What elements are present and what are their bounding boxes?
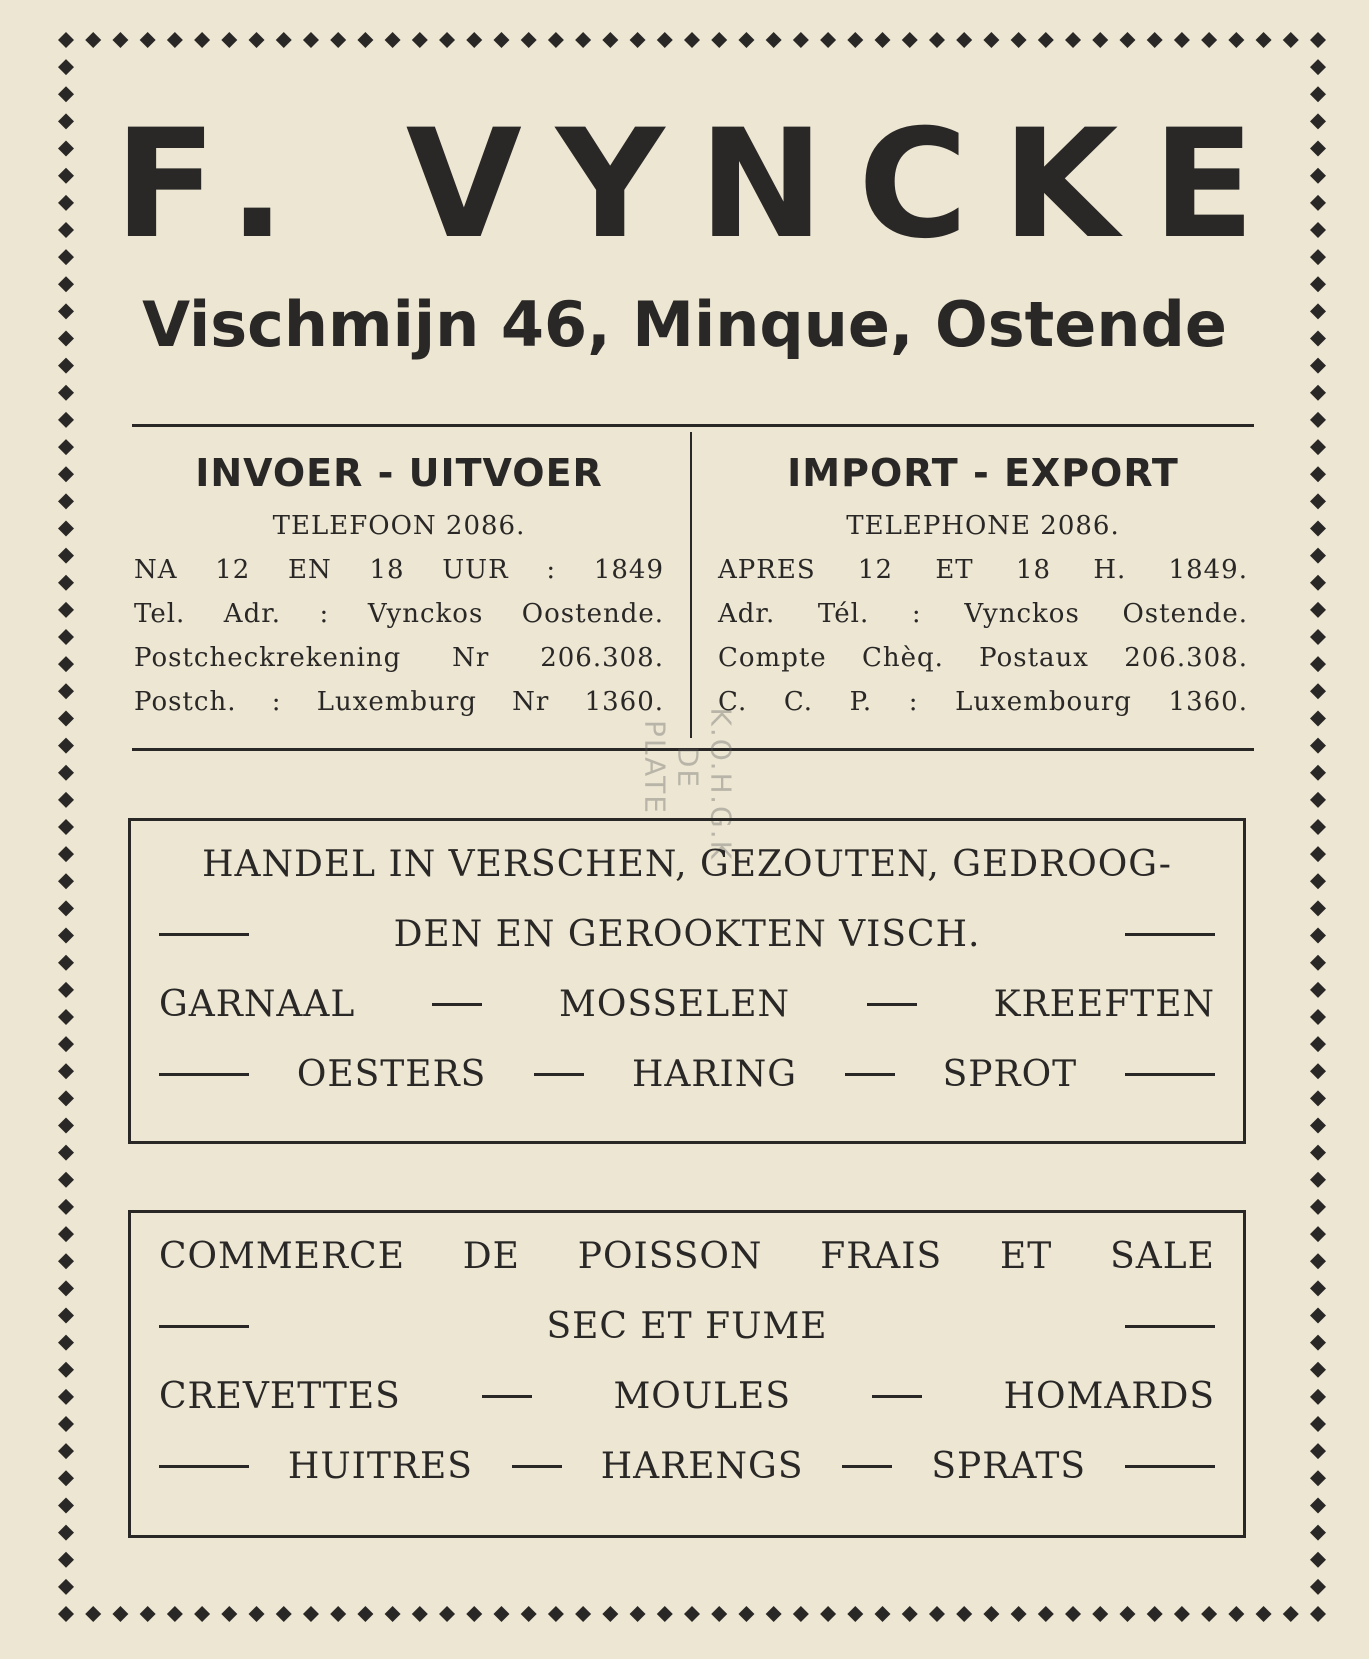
- border-diamond: [466, 32, 482, 48]
- french-line-1: [159, 1221, 1215, 1291]
- border-diamond: [738, 1606, 754, 1622]
- border-diamond: [1038, 1606, 1054, 1622]
- border-diamond: [58, 466, 74, 482]
- left-postcheck: Postcheckrekening Nr 206.308.: [134, 643, 664, 673]
- border-diamond: [412, 1606, 428, 1622]
- right-column: [718, 448, 1248, 724]
- left-postch-lux: Postch. : Luxemburg Nr 1360.: [134, 687, 664, 717]
- word-commerce: COMMERCE: [159, 1235, 405, 1277]
- border-diamond: [1119, 1606, 1135, 1622]
- left-telegram: Tel. Adr. : Vynckos Oostende.: [134, 599, 664, 629]
- border-diamond: [249, 32, 265, 48]
- border-diamond: [1310, 846, 1326, 862]
- border-diamond: [330, 1606, 346, 1622]
- border-diamond: [1310, 1606, 1326, 1622]
- product-garnaal: GARNAAL: [159, 983, 356, 1025]
- border-diamond: [684, 32, 700, 48]
- border-diamond: [929, 1606, 945, 1622]
- product-mosselen: MOSSELEN: [558, 983, 790, 1025]
- border-diamond: [58, 1009, 74, 1025]
- dutch-products-box: [128, 818, 1246, 1144]
- border-diamond: [58, 629, 74, 645]
- border-diamond: [1310, 385, 1326, 401]
- border-diamond: [1310, 1172, 1326, 1188]
- border-diamond: [58, 358, 74, 374]
- border-diamond: [902, 32, 918, 48]
- border-diamond: [1310, 900, 1326, 916]
- left-heading: INVOER - UITVOER: [195, 451, 603, 495]
- border-diamond: [1310, 1335, 1326, 1351]
- border-diamond: [112, 1606, 128, 1622]
- border-diamond: [793, 1606, 809, 1622]
- border-diamond: [1283, 32, 1299, 48]
- border-diamond: [58, 846, 74, 862]
- border-diamond: [58, 1172, 74, 1188]
- border-diamond: [1310, 955, 1326, 971]
- word-sale: SALE: [1110, 1235, 1215, 1277]
- border-diamond: [711, 1606, 727, 1622]
- border-diamond: [548, 32, 564, 48]
- border-diamond: [983, 32, 999, 48]
- border-diamond: [58, 1335, 74, 1351]
- border-diamond: [330, 32, 346, 48]
- border-diamond: [194, 32, 210, 48]
- border-diamond: [766, 32, 782, 48]
- border-diamond: [602, 32, 618, 48]
- dash: [159, 1073, 249, 1076]
- border-diamond: [1310, 1199, 1326, 1215]
- right-heading: IMPORT - EXPORT: [787, 451, 1179, 495]
- border-diamond: [521, 1606, 537, 1622]
- product-sprats: SPRATS: [931, 1445, 1087, 1487]
- border-diamond: [657, 1606, 673, 1622]
- border-diamond: [1310, 928, 1326, 944]
- border-diamond: [58, 982, 74, 998]
- border-diamond: [167, 32, 183, 48]
- border-diamond: [1310, 738, 1326, 754]
- border-diamond: [1201, 32, 1217, 48]
- border-diamond: [521, 32, 537, 48]
- product-harengs: HARENGS: [600, 1445, 804, 1487]
- border-diamond: [58, 548, 74, 564]
- border-diamond: [1283, 1606, 1299, 1622]
- border-diamond: [276, 1606, 292, 1622]
- product-oesters: OESTERS: [296, 1053, 487, 1095]
- product-crevettes: CREVETTES: [159, 1375, 401, 1417]
- left-phone: TELEFOON 2086.: [272, 511, 526, 541]
- border-diamond: [766, 1606, 782, 1622]
- border-diamond: [58, 1280, 74, 1296]
- border-diamond: [58, 32, 74, 48]
- border-diamond: [902, 1606, 918, 1622]
- product-sprot: SPROT: [942, 1053, 1078, 1095]
- border-diamond: [1310, 710, 1326, 726]
- border-diamond: [58, 1497, 74, 1513]
- border-diamond: [820, 1606, 836, 1622]
- border-diamond: [630, 1606, 646, 1622]
- right-ccp-lux: C. C. P. : Luxembourg 1360.: [718, 687, 1248, 717]
- border-diamond: [1310, 656, 1326, 672]
- border-diamond: [847, 1606, 863, 1622]
- word-frais: FRAIS: [820, 1235, 943, 1277]
- border-diamond: [793, 32, 809, 48]
- border-diamond: [466, 1606, 482, 1622]
- border-diamond: [1310, 412, 1326, 428]
- dash: [1125, 1325, 1215, 1328]
- border-diamond: [276, 32, 292, 48]
- left-column: [134, 448, 664, 724]
- border-diamond: [58, 1090, 74, 1106]
- border-diamond: [875, 1606, 891, 1622]
- dash: [159, 1465, 249, 1468]
- border-diamond: [1310, 466, 1326, 482]
- border-diamond: [1310, 1009, 1326, 1025]
- border-diamond: [1310, 1389, 1326, 1405]
- column-divider: [690, 432, 692, 738]
- watermark: K.O.H.G.K DE PLATE: [638, 707, 738, 861]
- border-diamond: [1201, 1606, 1217, 1622]
- border-diamond: [820, 32, 836, 48]
- border-diamond: [1310, 602, 1326, 618]
- border-diamond: [575, 1606, 591, 1622]
- border-diamond: [1310, 548, 1326, 564]
- border-diamond: [1310, 59, 1326, 75]
- border-diamond: [58, 1470, 74, 1486]
- border-diamond: [58, 873, 74, 889]
- border-diamond: [58, 439, 74, 455]
- border-diamond: [1092, 1606, 1108, 1622]
- border-diamond: [357, 32, 373, 48]
- border-diamond: [58, 955, 74, 971]
- border-diamond: [58, 1362, 74, 1378]
- french-line-2-text: SEC ET FUME: [546, 1305, 828, 1347]
- brand-title: F. VYNCKE: [114, 98, 1289, 272]
- border-diamond: [58, 1416, 74, 1432]
- border-diamond: [58, 1063, 74, 1079]
- border-diamond: [58, 683, 74, 699]
- border-diamond: [1310, 1579, 1326, 1595]
- dash: [534, 1073, 584, 1076]
- border-diamond: [194, 1606, 210, 1622]
- border-diamond: [140, 32, 156, 48]
- border-diamond: [1310, 1036, 1326, 1052]
- border-diamond: [439, 32, 455, 48]
- border-diamond: [1256, 32, 1272, 48]
- border-diamond: [412, 32, 428, 48]
- border-diamond: [1310, 792, 1326, 808]
- border-diamond: [249, 1606, 265, 1622]
- border-diamond: [58, 602, 74, 618]
- product-homards: HOMARDS: [1003, 1375, 1215, 1417]
- border-diamond: [58, 656, 74, 672]
- border-diamond: [1092, 32, 1108, 48]
- border-diamond: [1228, 1606, 1244, 1622]
- border-diamond: [58, 1606, 74, 1622]
- border-diamond: [58, 493, 74, 509]
- border-diamond: [357, 1606, 373, 1622]
- border-diamond: [1310, 439, 1326, 455]
- dash: [1125, 933, 1215, 936]
- border-diamond: [1147, 32, 1163, 48]
- border-diamond: [956, 1606, 972, 1622]
- border-diamond: [58, 86, 74, 102]
- border-diamond: [1310, 819, 1326, 835]
- border-diamond: [875, 32, 891, 48]
- border-diamond: [140, 1606, 156, 1622]
- border-diamond: [657, 32, 673, 48]
- border-diamond: [1310, 1470, 1326, 1486]
- border-diamond: [58, 1389, 74, 1405]
- right-phone: TELEPHONE 2086.: [846, 511, 1120, 541]
- border-diamond: [58, 1552, 74, 1568]
- right-postcheck: Compte Chèq. Postaux 206.308.: [718, 643, 1248, 673]
- border-diamond: [1310, 1525, 1326, 1541]
- dash: [159, 1325, 249, 1328]
- border-diamond: [58, 59, 74, 75]
- border-diamond: [439, 1606, 455, 1622]
- border-diamond: [58, 1199, 74, 1215]
- french-line-3: [159, 1361, 1215, 1431]
- border-diamond: [58, 412, 74, 428]
- border-diamond: [1310, 1118, 1326, 1134]
- dutch-line-3: [159, 969, 1215, 1039]
- address-line: Vischmijn 46, Minque, Ostende: [142, 288, 1227, 361]
- dutch-line-1-text: HANDEL IN VERSCHEN, GEZOUTEN, GEDROOG-: [202, 843, 1172, 885]
- border-diamond: [58, 1145, 74, 1161]
- border-diamond: [1174, 32, 1190, 48]
- top-rule: [132, 424, 1254, 427]
- border-diamond: [1310, 1063, 1326, 1079]
- border-diamond: [58, 520, 74, 536]
- dash: [482, 1395, 532, 1398]
- border-diamond: [303, 32, 319, 48]
- border-diamond: [58, 765, 74, 781]
- border-diamond: [58, 792, 74, 808]
- border-diamond: [575, 32, 591, 48]
- border-diamond: [847, 32, 863, 48]
- border-diamond: [1011, 1606, 1027, 1622]
- dutch-line-4: [159, 1039, 1215, 1109]
- french-line-4: [159, 1431, 1215, 1501]
- border-diamond: [385, 1606, 401, 1622]
- border-diamond: [1310, 32, 1326, 48]
- border-diamond: [983, 1606, 999, 1622]
- border-diamond: [303, 1606, 319, 1622]
- border-diamond: [58, 1443, 74, 1459]
- border-diamond: [1310, 493, 1326, 509]
- word-de: DE: [462, 1235, 520, 1277]
- border-diamond: [58, 819, 74, 835]
- border-diamond: [58, 1525, 74, 1541]
- border-diamond: [493, 32, 509, 48]
- border-diamond: [112, 32, 128, 48]
- border-diamond: [1310, 683, 1326, 699]
- border-diamond: [85, 32, 101, 48]
- border-diamond: [58, 1118, 74, 1134]
- border-diamond: [58, 928, 74, 944]
- border-diamond: [1310, 765, 1326, 781]
- left-hours: NA 12 EN 18 UUR : 1849: [134, 555, 664, 585]
- border-diamond: [385, 32, 401, 48]
- border-diamond: [58, 1307, 74, 1323]
- french-line-2: [159, 1291, 1215, 1361]
- dash: [159, 933, 249, 936]
- french-products-box: [128, 1210, 1246, 1538]
- border-diamond: [1310, 629, 1326, 645]
- border-diamond: [58, 385, 74, 401]
- product-huitres: HUITRES: [287, 1445, 473, 1487]
- border-diamond: [1310, 1226, 1326, 1242]
- border-diamond: [1228, 32, 1244, 48]
- border-diamond: [1310, 873, 1326, 889]
- border-diamond: [58, 1253, 74, 1269]
- dash: [872, 1395, 922, 1398]
- border-diamond: [493, 1606, 509, 1622]
- border-diamond: [1011, 32, 1027, 48]
- border-diamond: [1256, 1606, 1272, 1622]
- dash: [432, 1003, 482, 1006]
- product-moules: MOULES: [613, 1375, 791, 1417]
- border-diamond: [1119, 32, 1135, 48]
- right-telegram: Adr. Tél. : Vynckos Ostende.: [718, 599, 1248, 629]
- border-diamond: [1310, 1280, 1326, 1296]
- border-diamond: [956, 32, 972, 48]
- border-diamond: [85, 1606, 101, 1622]
- border-diamond: [58, 900, 74, 916]
- border-diamond: [58, 575, 74, 591]
- dutch-line-2: [159, 899, 1215, 969]
- dash: [867, 1003, 917, 1006]
- border-diamond: [1038, 32, 1054, 48]
- border-diamond: [221, 32, 237, 48]
- border-diamond: [1310, 1416, 1326, 1432]
- border-diamond: [1310, 520, 1326, 536]
- dash: [1125, 1073, 1215, 1076]
- border-diamond: [1310, 982, 1326, 998]
- border-diamond: [1310, 1443, 1326, 1459]
- right-hours: APRES 12 ET 18 H. 1849.: [718, 555, 1248, 585]
- dash: [512, 1465, 562, 1468]
- border-diamond: [1310, 1090, 1326, 1106]
- dash: [845, 1073, 895, 1076]
- border-diamond: [1310, 86, 1326, 102]
- product-kreeften: KREEFTEN: [993, 983, 1215, 1025]
- border-diamond: [1310, 358, 1326, 374]
- dutch-line-1: [159, 829, 1215, 899]
- border-diamond: [1310, 1307, 1326, 1323]
- product-haring: HARING: [632, 1053, 797, 1095]
- border-diamond: [167, 1606, 183, 1622]
- dash: [842, 1465, 892, 1468]
- border-diamond: [738, 32, 754, 48]
- border-diamond: [58, 710, 74, 726]
- border-diamond: [684, 1606, 700, 1622]
- dutch-line-2-text: DEN EN GEROOKTEN VISCH.: [393, 913, 981, 955]
- border-diamond: [548, 1606, 564, 1622]
- border-diamond: [630, 32, 646, 48]
- border-diamond: [221, 1606, 237, 1622]
- border-diamond: [58, 1226, 74, 1242]
- border-diamond: [1310, 1362, 1326, 1378]
- border-diamond: [602, 1606, 618, 1622]
- border-diamond: [711, 32, 727, 48]
- border-diamond: [58, 1036, 74, 1052]
- word-et: ET: [999, 1235, 1053, 1277]
- border-diamond: [1174, 1606, 1190, 1622]
- border-diamond: [58, 1579, 74, 1595]
- border-diamond: [1065, 32, 1081, 48]
- border-diamond: [1310, 1552, 1326, 1568]
- border-diamond: [1310, 1145, 1326, 1161]
- border-diamond: [1310, 575, 1326, 591]
- border-diamond: [1065, 1606, 1081, 1622]
- border-diamond: [1147, 1606, 1163, 1622]
- border-diamond: [1310, 1253, 1326, 1269]
- border-diamond: [1310, 1497, 1326, 1513]
- border-diamond: [929, 32, 945, 48]
- dash: [1125, 1465, 1215, 1468]
- border-diamond: [58, 738, 74, 754]
- word-poisson: POISSON: [577, 1235, 763, 1277]
